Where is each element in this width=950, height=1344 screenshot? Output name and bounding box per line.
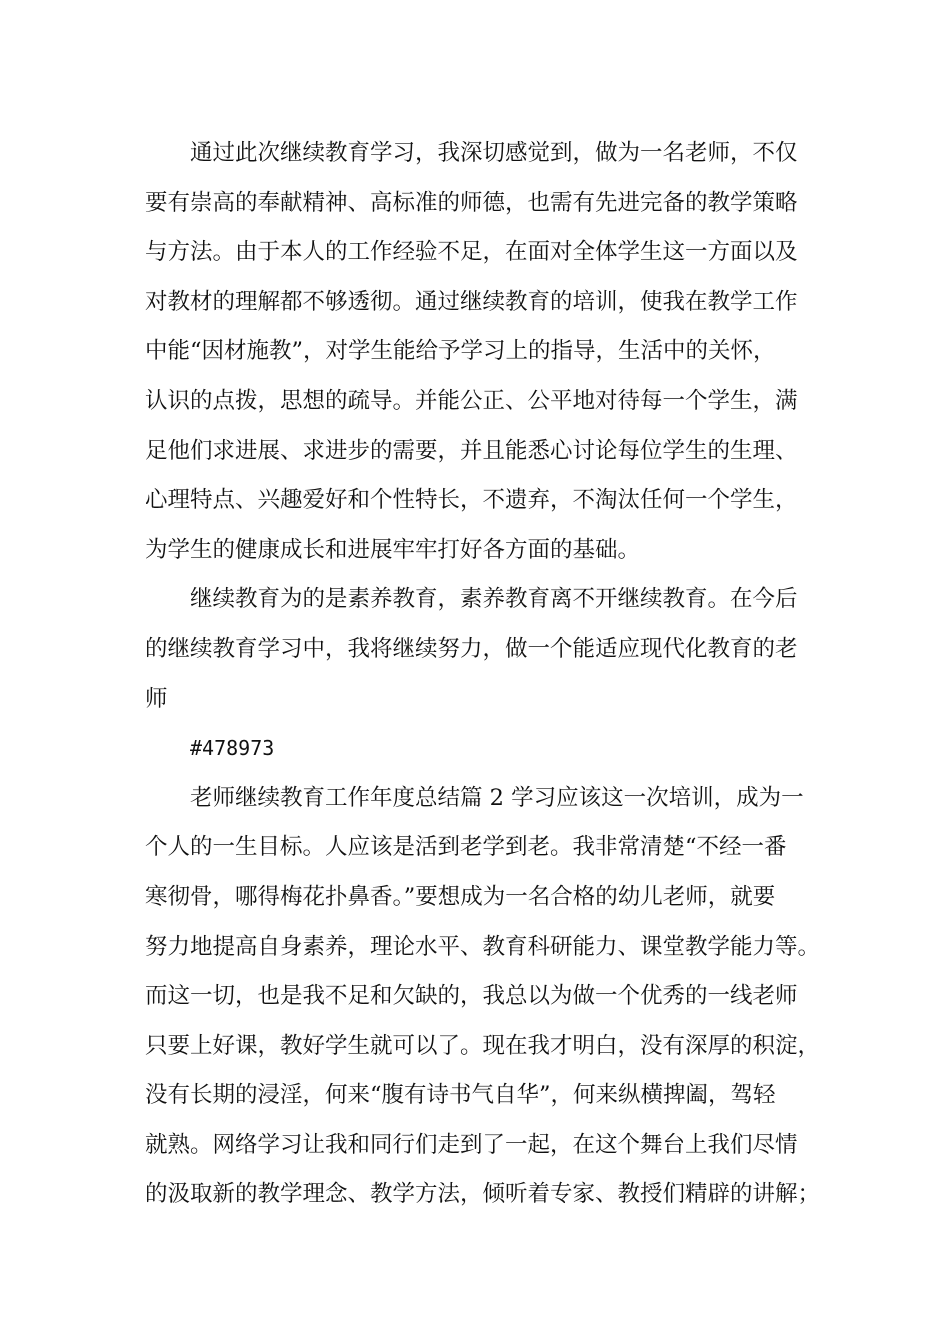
paragraph-1-line-3: 与方法。由于本人的工作经验不足，在面对全体学生这一方面以及 [145,239,798,266]
paragraph-3-line-3: 寒彻骨，哪得梅花扑鼻香。”要想成为一名合格的幼儿老师，就要 [145,883,776,910]
paragraph-1-line-5: 中能“因材施教”，对学生能给予学习上的指导，生活中的关怀， [145,338,776,365]
paragraph-3-line-6: 只要上好课，教好学生就可以了。现在我才明白，没有深厚的积淀， [145,1032,821,1059]
paragraph-3-line-8: 就熟。网络学习让我和同行们走到了一起，在这个舞台上我们尽情 [145,1131,798,1158]
paragraph-1-line-7: 足他们求进展、求进步的需要，并且能悉心讨论每位学生的生理、 [145,437,798,464]
paragraph-1-line-9: 为学生的健康成长和进展牢牢打好各方面的基础。 [145,536,641,563]
paragraph-1-line-6: 认识的点拨，思想的疏导。并能公正、公平地对待每一个学生，满 [145,387,798,414]
paragraph-1-line-2: 要有崇高的奉献精神、高标准的师德，也需有先进完备的教学策略 [145,189,798,216]
paragraph-1-line-1: 通过此次继续教育学习，我深切感觉到，做为一名老师，不仅 [190,140,798,166]
paragraph-1-line-4: 对教材的理解都不够透彻。通过继续教育的培训，使我在教学工作 [145,288,798,315]
document-body [145,129,825,1220]
paragraph-2-line-3: 师 [145,685,168,712]
paragraph-2-line-1: 继续教育为的是素养教育，素养教育离不开继续教育。在今后 [190,586,798,613]
paragraph-3-line-7: 没有长期的浸淫，何来“腹有诗书气自华”，何来纵横捭阖，驾轻 [145,1082,776,1109]
paragraph-3-line-9: 的汲取新的教学理念、教学方法，倾听着专家、教授们精辟的讲解； [145,1181,821,1208]
paragraph-3-line-4: 努力地提高自身素养，理论水平、教育科研能力、课堂教学能力等。 [145,933,821,960]
paragraph-1-line-8: 心理特点、兴趣爱好和个性特长，不遗弃，不淘汰任何一个学生， [145,487,798,514]
paragraph-3-line-1: 老师继续教育工作年度总结篇 2 学习应该这一次培训，成为一 [190,784,804,811]
paragraph-2-line-2: 的继续教育学习中，我将继续努力，做一个能适应现代化教育的老 [145,635,798,662]
reference-number: #478973 [190,736,275,761]
paragraph-3-line-5: 而这一切，也是我不足和欠缺的，我总以为做一个优秀的一线老师 [145,983,798,1010]
paragraph-3-line-2: 个人的一生目标。人应该是活到老学到老。我非常清楚“不经一番 [145,834,787,861]
